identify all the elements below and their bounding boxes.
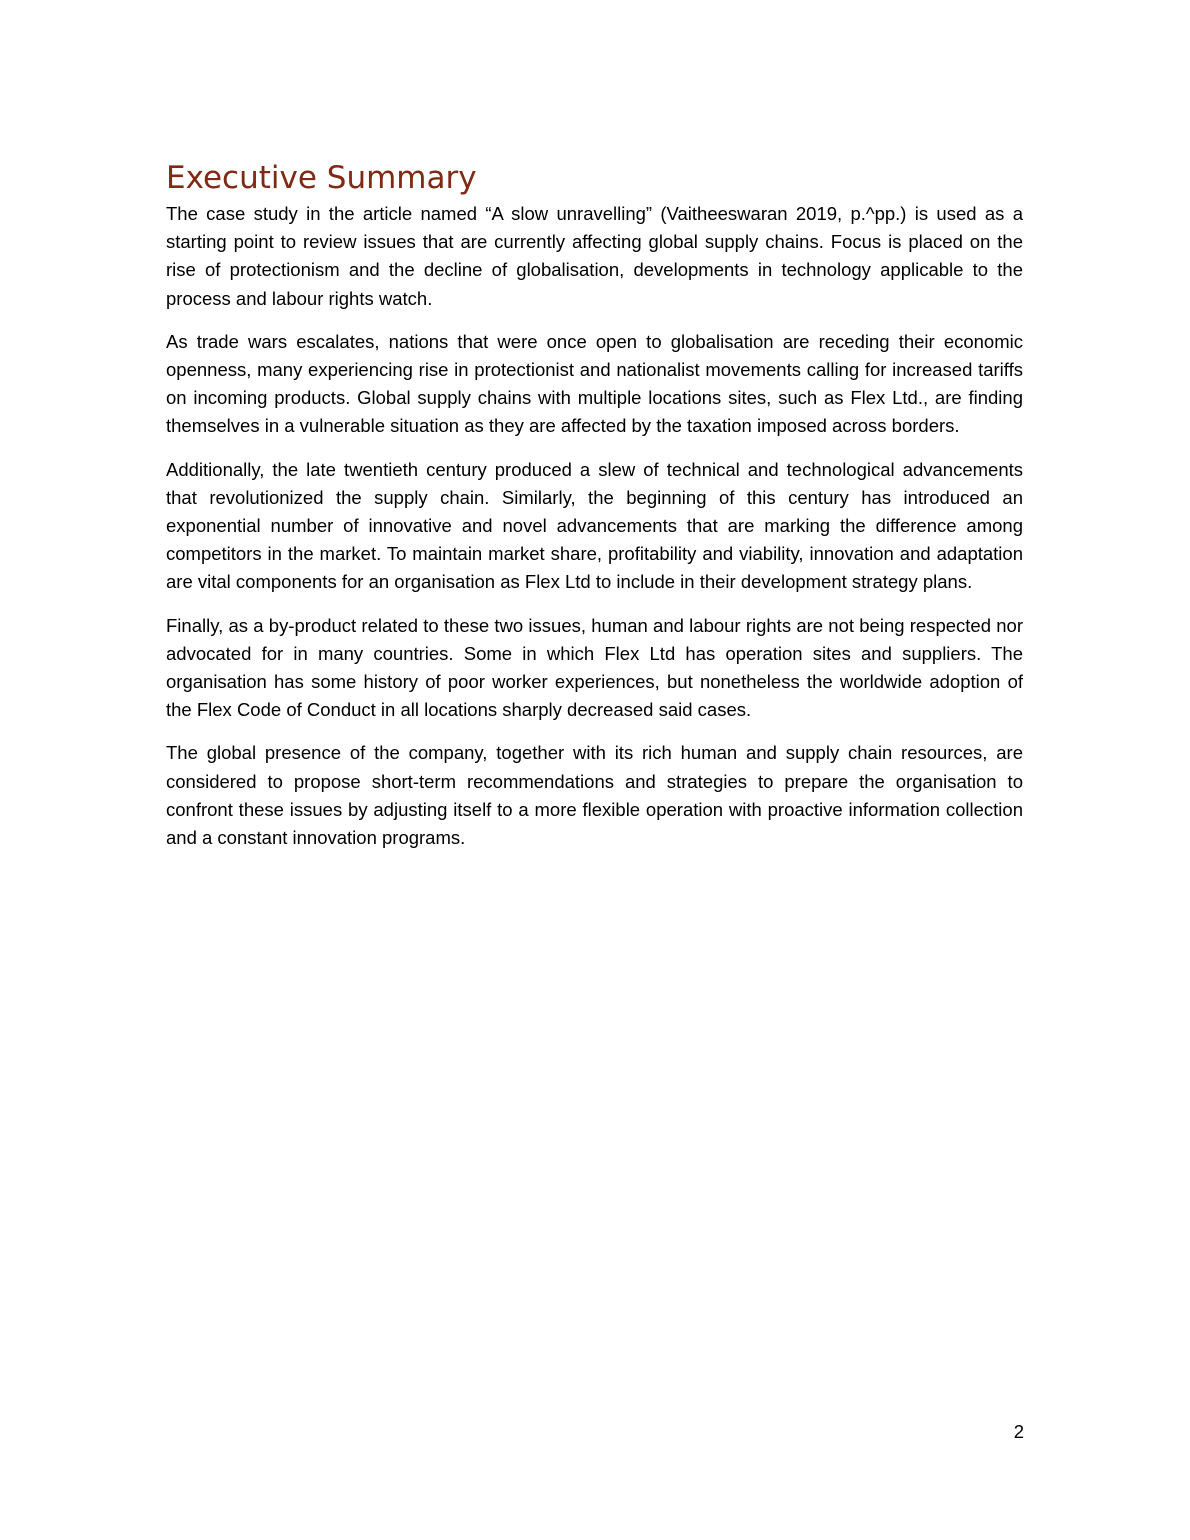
page-number: 2 — [1013, 1421, 1024, 1442]
paragraph-3: Additionally, the late twentieth century produced a slew of technical and technological advancements that revolutionized the supply chain. Similarly, the beginning of this century has introduced an exponential number of innovative and novel advancements that are marking the difference among competitors in the market. To maintain market share, profitability and viability, innovation and adaptation are vital components for an organisation as Flex Ltd to include in their development strategy plans. — [166, 458, 1023, 593]
page-content — [166, 158, 1023, 867]
paragraph-4: Finally, as a by-product related to these two issues, human and labour rights are not being respected nor advocated for in many countries. Some in which Flex Ltd has operation sites and suppliers. The organisation has some history of poor worker experiences, but nonetheless the worldwide adoption of the Flex Code of Conduct in all locations sharply decreased said cases. — [166, 614, 1023, 721]
paragraph-5: The global presence of the company, together with its rich human and supply chain resources, are considered to propose short-term recommendations and strategies to prepare the organisation to confront these issues by adjusting itself to a more flexible operation with proactive information collection and a constant innovation programs. — [166, 742, 1023, 849]
paragraph-1: The case study in the article named “A slow unravelling” (Vaitheeswaran 2019, p.^pp.) is used as a starting point to review issues that are currently affecting global supply chains. Focus is placed on the rise of protectionism and the decline of globalisation, developments in technology applicable to the process and labour rights watch. — [166, 203, 1023, 309]
section-heading: Executive Summary — [166, 160, 477, 196]
paragraph-2: As trade wars escalates, nations that were once open to globalisation are receding their economic openness, many experiencing rise in protectionist and nationalist movements calling for increased tariffs on incoming products. Global supply chains with multiple locations sites, such as Flex Ltd., are finding themselves in a vulnerable situation as they are affected by the taxation imposed across borders. — [166, 330, 1023, 437]
